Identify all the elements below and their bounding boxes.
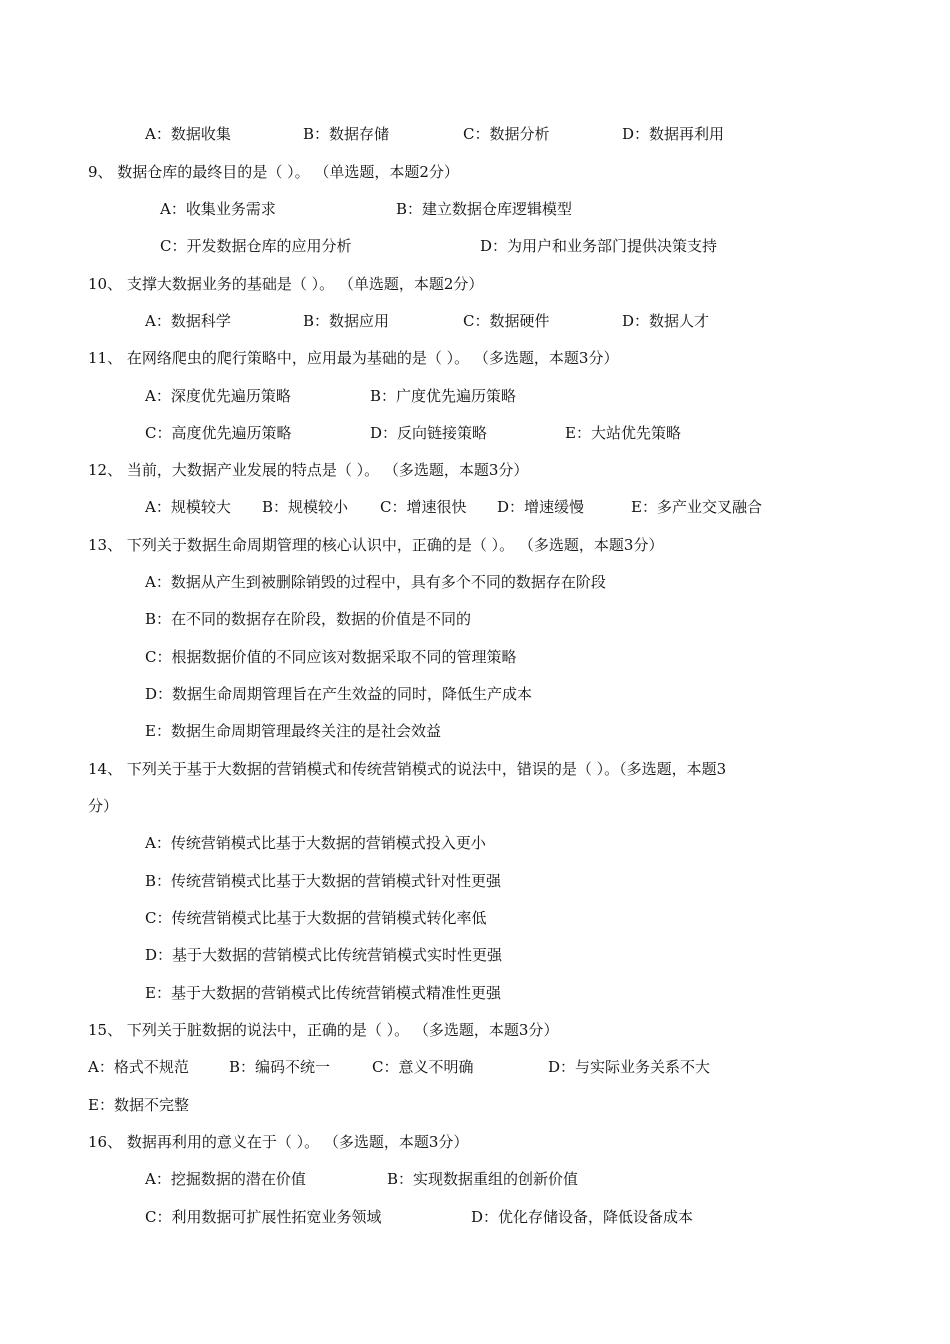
q8-option-b: B：数据存储: [303, 125, 390, 143]
q14-option-b: B：传统营销模式比基于大数据的营销模式针对性更强: [145, 872, 502, 890]
q8-option-a: A：数据收集: [145, 125, 231, 143]
q14-option-a: A：传统营销模式比基于大数据的营销模式投入更小: [145, 834, 486, 852]
q10-option-a: A：数据科学: [145, 312, 231, 330]
q10-option-d: D：数据人才: [622, 312, 710, 330]
q16-option-c: C：利用数据可扩展性拓宽业务领域: [145, 1208, 382, 1226]
q9-option-c: C：开发数据仓库的应用分析: [160, 237, 352, 255]
q15-option-c: C：意义不明确: [372, 1058, 474, 1076]
q9-option-b: B：建立数据仓库逻辑模型: [396, 200, 573, 218]
q14-option-c: C：传统营销模式比基于大数据的营销模式转化率低: [145, 909, 487, 927]
q10-option-c: C：数据硬件: [463, 312, 550, 330]
q15-stem: 15、 下列关于脏数据的说法中，正确的是（ ）。 （多选题，本题3分）: [88, 1021, 559, 1039]
q11-option-b: B：广度优先遍历策略: [370, 387, 517, 405]
q10-stem: 10、 支撑大数据业务的基础是（ ）。 （单选题，本题2分）: [88, 275, 484, 293]
q11-option-c: C：高度优先遍历策略: [145, 424, 292, 442]
q9-option-a: A：收集业务需求: [160, 200, 276, 218]
q13-stem: 13、 下列关于数据生命周期管理的核心认识中，正确的是（ ）。 （多选题，本题3分）: [88, 536, 664, 554]
q8-option-d: D：数据再利用: [622, 125, 725, 143]
q11-stem: 11、 在网络爬虫的爬行策略中，应用最为基础的是（ ）。 （多选题，本题3分）: [88, 349, 619, 367]
q14-option-d: D：基于大数据的营销模式比传统营销模式实时性更强: [145, 946, 503, 964]
q13-option-d: D：数据生命周期管理旨在产生效益的同时，降低生产成本: [145, 685, 533, 703]
q14-option-e: E：基于大数据的营销模式比传统营销模式精准性更强: [145, 984, 501, 1002]
q12-option-a: A：规模较大: [145, 498, 231, 516]
q15-option-b: B：编码不统一: [229, 1058, 331, 1076]
q13-option-a: A：数据从产生到被删除销毁的过程中，具有多个不同的数据存在阶段: [145, 573, 606, 591]
q16-stem: 16、 数据再利用的意义在于（ ）。 （多选题，本题3分）: [88, 1133, 469, 1151]
q12-option-b: B：规模较小: [262, 498, 349, 516]
q12-option-e: E：多产业交叉融合: [631, 498, 762, 516]
q14-stem: 14、 下列关于基于大数据的营销模式和传统营销模式的说法中，错误的是（ ）。（多选题，本题3: [88, 760, 727, 778]
q15-option-e: E：数据不完整: [88, 1096, 189, 1114]
q13-option-e: E：数据生命周期管理最终关注的是社会效益: [145, 722, 441, 740]
q8-option-c: C：数据分析: [463, 125, 550, 143]
q12-option-c: C：增速很快: [380, 498, 467, 516]
q11-option-a: A：深度优先遍历策略: [145, 387, 291, 405]
q9-option-d: D：为用户和业务部门提供决策支持: [480, 237, 718, 255]
q13-option-b: B：在不同的数据存在阶段，数据的价值是不同的: [145, 610, 472, 628]
q16-option-d: D：优化存储设备，降低设备成本: [471, 1208, 694, 1226]
q14-stem-continuation: 分）: [88, 797, 119, 815]
q13-option-c: C：根据数据价值的不同应该对数据采取不同的管理策略: [145, 648, 517, 666]
q12-option-d: D：增速缓慢: [497, 498, 585, 516]
q10-option-b: B：数据应用: [303, 312, 390, 330]
q11-option-d: D：反向链接策略: [370, 424, 488, 442]
q16-option-a: A：挖掘数据的潜在价值: [145, 1170, 306, 1188]
q16-option-b: B：实现数据重组的创新价值: [387, 1170, 579, 1188]
q9-stem: 9、 数据仓库的最终目的是（ ）。 （单选题，本题2分）: [88, 163, 459, 181]
q11-option-e: E：大站优先策略: [565, 424, 681, 442]
q12-stem: 12、 当前，大数据产业发展的特点是（ ）。 （多选题，本题3分）: [88, 461, 529, 479]
q15-option-a: A：格式不规范: [88, 1058, 189, 1076]
q15-option-d: D：与实际业务关系不大: [548, 1058, 711, 1076]
